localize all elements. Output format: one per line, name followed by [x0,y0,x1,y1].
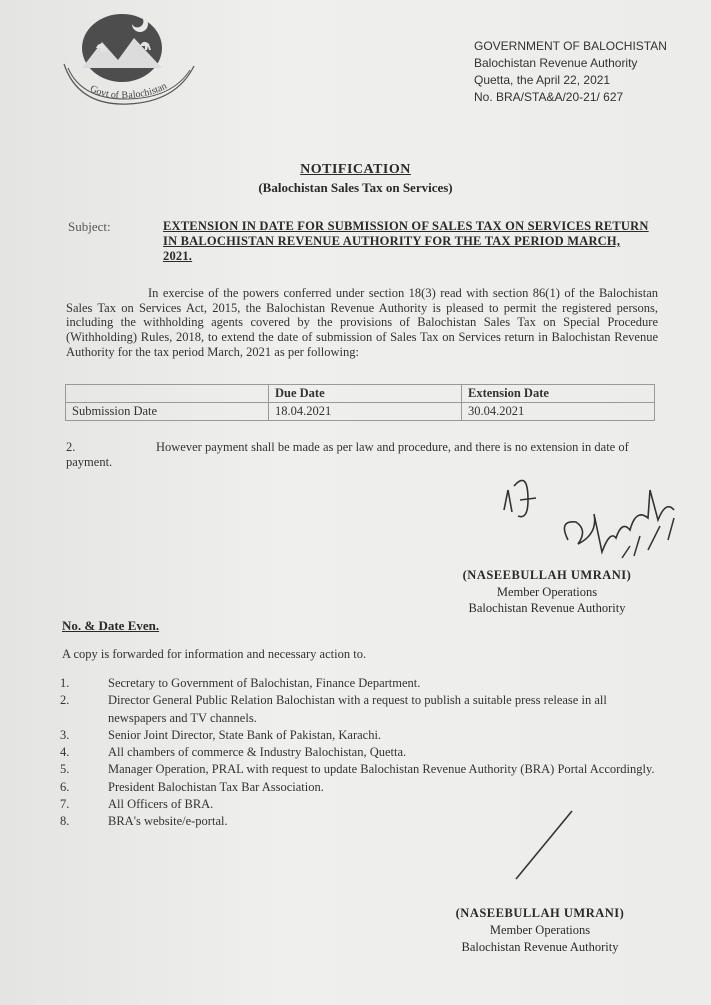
body-paragraph-1: In exercise of the powers conferred under section 18(3) read with section 86(1) of the Balochistan Sales Tax on Services Act, 2015, the Balochistan Revenue Authority is pleased to permit the registered persons, including the withholding agents covered by the provisions of Balochistan Sales Tax on Special Procedure (Withholding) Rules, 2018, to extend the date of submission of Sales Tax on Services return in Balochistan Revenue Authority for the tax period March, 2021 as per following: [66,286,658,359]
list-item [60,761,660,778]
table-row [66,403,655,421]
list-item-text: Senior Joint Director, State Bank of Pakistan, Karachi. [108,727,382,742]
list-item-text: President Balochistan Tax Bar Association. [108,779,324,794]
handwritten-signature-1 [498,460,688,570]
table-extension-value: 30.04.2021 [462,403,655,421]
signatory-org-1: Balochistan Revenue Authority [468,601,626,615]
letterhead-authority: Balochistan Revenue Authority [474,56,638,70]
list-item [60,779,660,796]
table-header-extension-date: Extension Date [462,385,655,403]
svg-text:Govt of Balochistan [88,81,169,102]
list-item-number: 1. [60,676,70,690]
notification-subtitle: (Balochistan Sales Tax on Services) [258,180,453,195]
signature-block-2 [440,905,640,956]
table-header-empty [66,385,269,403]
table-row-label: Submission Date [66,403,269,421]
signatory-title-1: Member Operations [496,584,598,599]
table-header-row [66,385,655,403]
paragraph-2-text: However payment shall be made as per law and procedure, and there is no extension in date of payment. [66,440,629,469]
letterhead-date: Quetta, the April 22, 2021 [474,73,611,87]
list-item-text: BRA's website/e-portal. [108,814,228,829]
list-item-text: All Officers of BRA. [108,797,214,812]
copy-heading: No. & Date Even. [62,618,160,633]
list-item [60,692,660,727]
list-item-number: 3. [60,727,70,742]
signatory-name-2: (NASEEBULLAH UMRANI) [455,906,625,920]
letterhead [474,38,674,106]
table-header-due-date: Due Date [269,385,462,403]
handwritten-signature-2 [508,805,588,885]
list-item-text: Secretary to Government of Balochistan, Finance Department. [108,676,421,690]
signatory-title-2: Member Operations [489,923,591,937]
due-date-table [65,384,655,421]
list-item [60,675,660,692]
list-item-text: All chambers of commerce & Industry Balochistan, Quetta. [108,745,407,760]
letterhead-government: GOVERNMENT OF BALOCHISTAN [474,39,667,53]
signatory-org-2: Balochistan Revenue Authority [461,940,619,954]
subject-text: EXTENSION IN DATE FOR SUBMISSION OF SALES TAX ON SERVICES RETURN IN BALOCHISTAN REVENUE AUTHORITY FOR THE TAX PERIOD MARCH, 2021. [163,219,649,263]
signature-block-1 [447,567,647,617]
copy-intro: A copy is forwarded for information and necessary action to. [62,647,367,661]
subject-label: Subject: [68,219,111,234]
list-item-number: 7. [60,797,70,812]
list-item-text: Director General Public Relation Balochistan with a request to publish a suitable press release in all newspapers and TV channels. [108,693,607,725]
paragraph-2-number: 2. [66,440,76,454]
seal-text: Govt of Balochistan [88,80,169,102]
letterhead-reference-number: No. BRA/STA&A/20-21/ 627 [474,90,624,104]
list-item-number: 6. [60,779,70,794]
list-item-number: 4. [60,745,70,760]
list-item-number: 5. [60,762,70,777]
list-item-text: Manager Operation, PRAL with request to update Balochistan Revenue Authority (BRA) Portal Accordingly. [108,762,655,777]
list-item-number: 2. [60,693,70,708]
notification-title: NOTIFICATION [300,162,411,177]
list-item-number: 8. [60,814,70,829]
signatory-name-1: (NASEEBULLAH UMRANI) [462,568,632,582]
list-item [60,744,660,761]
balochistan-seal-logo [58,8,200,110]
list-item [60,727,660,744]
table-due-value: 18.04.2021 [269,403,462,421]
